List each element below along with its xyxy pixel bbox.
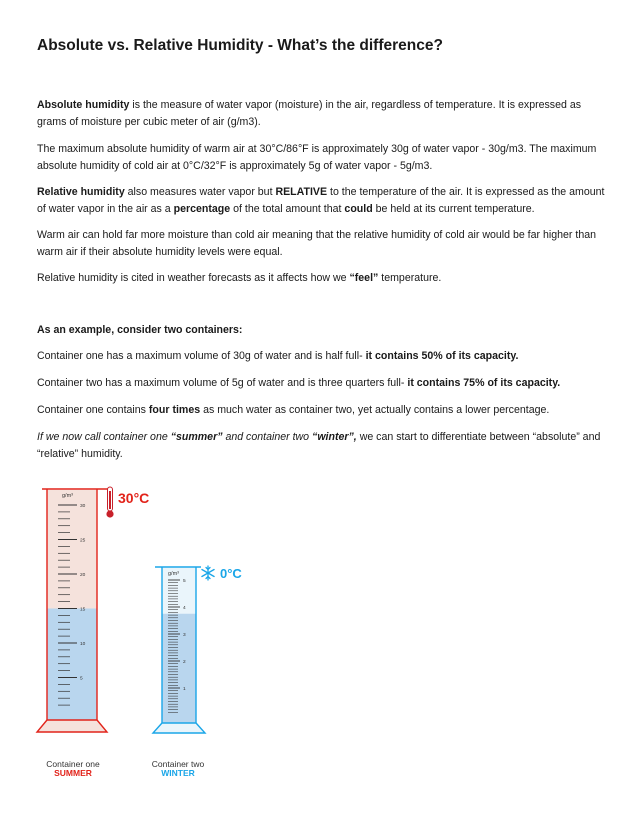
container-two	[153, 567, 205, 733]
container-two-water	[162, 614, 196, 723]
paragraph-text: to the temperature of the air. It is expressed as the amount of water vapor in the air as a	[37, 186, 605, 215]
emphasis-container-one: it contains 50% of its capacity.	[365, 350, 519, 362]
thermometer-bulb	[106, 510, 113, 517]
container-one-water	[47, 609, 97, 721]
paragraph-text: is the measure of water vapor (moisture) in the air, regardless of temperature. It is expressed as grams of moisture per cubic meter of air (g/m3).	[37, 99, 582, 128]
paragraph-container-one	[37, 348, 607, 365]
graduation-label: 2	[183, 659, 186, 665]
term-absolute-humidity: Absolute humidity	[37, 99, 130, 111]
paragraph-comparison	[37, 402, 607, 419]
italic-text: If we now call container one	[37, 431, 171, 443]
paragraph-relative-humidity	[37, 184, 607, 218]
paragraph-text: as much water as container two, yet actually contains a lower percentage.	[200, 404, 550, 416]
thermometer-icon	[106, 487, 113, 518]
example-heading	[37, 322, 607, 339]
paragraph-text: Relative humidity is cited in weather forecasts as it affects how we	[37, 272, 350, 284]
italic-text: and container two	[222, 431, 313, 443]
emphasis-could: could	[344, 203, 373, 215]
container-one-base	[37, 720, 107, 732]
graduation-label: 10	[80, 641, 86, 647]
graduation-label: 25	[80, 538, 86, 544]
graduation-label: 5	[80, 676, 83, 682]
paragraph-container-two	[37, 375, 607, 392]
container-one-unit-label: g/m³	[62, 493, 73, 499]
paragraph-summer-winter	[37, 429, 607, 463]
container-two-caption: Container two	[151, 759, 205, 769]
example-heading-text: As an example, consider two containers:	[37, 324, 243, 336]
graduation-label: 30	[80, 503, 86, 509]
emphasis-relative: RELATIVE	[275, 186, 328, 198]
paragraph-max-absolute-humidity: The maximum absolute humidity of warm air at 30°C/86°F is approximately 30g of water vapor - 30g/m3. The maximum absolute humidity of cold air at 0°C/32°F is approximately 5g of water vapor - 5g/m3.	[37, 143, 597, 172]
paragraph-weather-forecasts	[37, 270, 607, 287]
container-two-unit-label: g/m³	[168, 571, 179, 577]
container-one	[37, 489, 110, 732]
emphasis-summer: “summer”	[170, 431, 223, 443]
summer-label: SUMMER	[54, 768, 92, 778]
humidity-cylinders-figure	[0, 470, 638, 826]
paragraph-text: temperature.	[378, 272, 442, 284]
graduation-label: 5	[183, 578, 186, 584]
container-two-base	[153, 723, 205, 733]
paragraph-text: be held at its current temperature.	[372, 203, 535, 215]
graduation-label: 15	[80, 607, 86, 613]
summer-temperature-label: 30°C	[118, 490, 150, 506]
graduation-label: 1	[183, 686, 186, 692]
emphasis-container-two: it contains 75% of its capacity.	[407, 377, 561, 389]
paragraph-text: Container one has a maximum volume of 30g of water and is half full-	[37, 350, 366, 362]
winter-temperature-label: 0°C	[220, 566, 242, 581]
paragraph-text: of the total amount that	[230, 203, 345, 215]
paragraph-absolute-humidity	[37, 97, 607, 131]
emphasis-four-times: four times	[148, 404, 201, 416]
thermometer-mercury	[109, 491, 111, 509]
page-title: Absolute vs. Relative Humidity - What’s the difference?	[37, 37, 443, 54]
paragraph-text: also measures water vapor but	[124, 186, 276, 198]
emphasis-percentage: percentage	[173, 203, 231, 215]
paragraph-text: Container one contains	[37, 404, 149, 416]
emphasis-winter: “winter”,	[312, 431, 357, 443]
graduation-label: 3	[183, 632, 186, 638]
snowflake-icon	[202, 566, 214, 580]
paragraph-warm-vs-cold: Warm air can hold far more moisture than cold air meaning that the relative humidity of cold air would be far higher than warm air if their absolute humidity levels were equal.	[37, 229, 596, 258]
emphasis-feel: “feel”	[349, 272, 379, 284]
winter-label: WINTER	[161, 768, 195, 778]
graduation-label: 20	[80, 572, 86, 578]
term-relative-humidity: Relative humidity	[37, 186, 125, 198]
paragraph-text: Container two has a maximum volume of 5g of water and is three quarters full-	[37, 377, 408, 389]
container-one-caption: Container one	[46, 759, 100, 769]
graduation-label: 4	[183, 605, 186, 611]
paragraph-text: we can start to differentiate between “absolute” and “relative” humidity.	[37, 431, 601, 460]
